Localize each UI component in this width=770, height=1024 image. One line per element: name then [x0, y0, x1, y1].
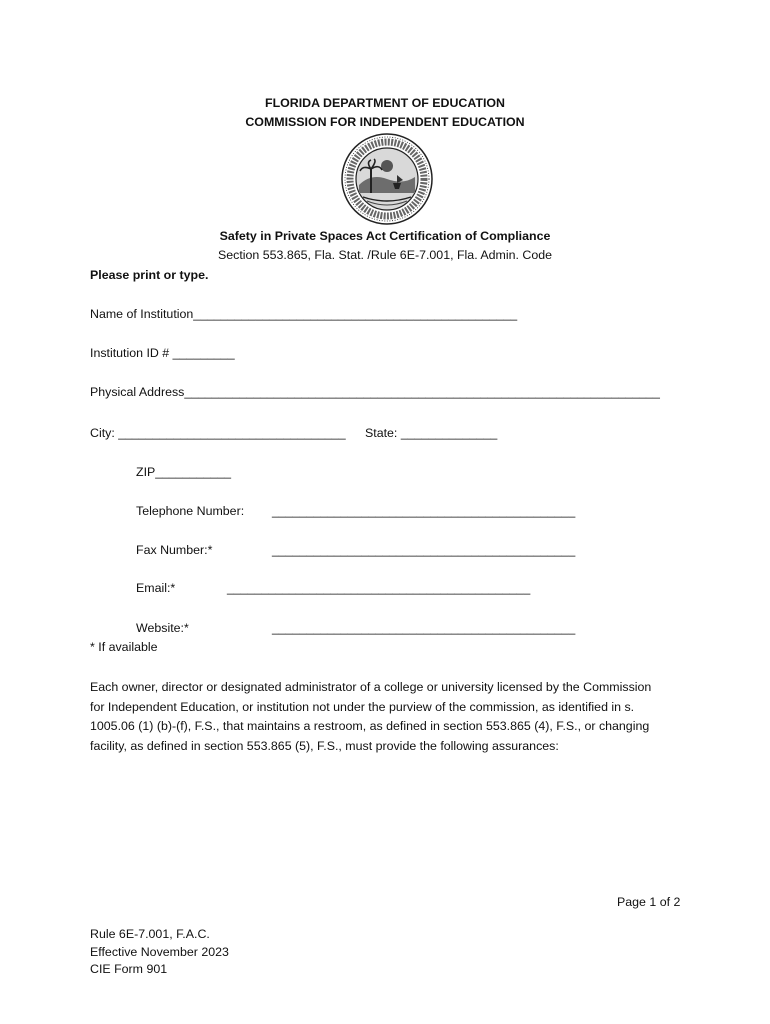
institution-id-field[interactable]: Institution ID # _________ — [90, 346, 235, 360]
florida-state-seal-icon — [341, 133, 433, 225]
email-field[interactable]: ____________________________________________ — [227, 581, 531, 595]
print-instruction: Please print or type. — [90, 268, 209, 282]
state-field[interactable]: State: ______________ — [365, 426, 498, 440]
footer-form-id: CIE Form 901 — [90, 962, 168, 977]
assurances-paragraph — [90, 678, 690, 756]
footer — [90, 926, 229, 979]
paragraph-line: facility, as defined in section 553.865 (5), F.S., must provide the following assurances: — [90, 738, 559, 753]
city-field[interactable]: City: _________________________________ — [90, 426, 346, 440]
footer-rule: Rule 6E-7.001, F.A.C. — [90, 927, 210, 941]
commission-heading: COMMISSION FOR INDEPENDENT EDUCATION — [245, 115, 525, 129]
name-of-institution-field[interactable]: Name of Institution_______________________________________________ — [90, 307, 518, 321]
form-citation: Section 553.865, Fla. Stat. /Rule 6E-7.001, Fla. Admin. Code — [217, 248, 553, 262]
telephone-label: Telephone Number: — [136, 504, 245, 518]
physical-address-field[interactable]: Physical Address_____________________________________________________________________ — [90, 385, 660, 399]
paragraph-line: Each owner, director or designated administrator of a college or university licensed by the Commission — [90, 680, 652, 694]
fax-label: Fax Number:* — [136, 543, 213, 557]
paragraph-line: for Independent Education, or institution not under the purview of the commission, as identified in s. — [90, 699, 635, 714]
page-number: Page 1 of 2 — [617, 895, 681, 909]
website-field[interactable]: ____________________________________________ — [272, 621, 576, 635]
email-label: Email:* — [136, 581, 176, 595]
fax-field[interactable]: ____________________________________________ — [272, 543, 576, 557]
telephone-field[interactable]: ____________________________________________ — [272, 504, 576, 518]
paragraph-line: 1005.06 (1) (b)-(f), F.S., that maintains a restroom, as defined in section 553.865 (4), F.S., or changing — [90, 719, 650, 734]
zip-field[interactable]: ZIP___________ — [136, 465, 232, 479]
form-title: Safety in Private Spaces Act Certification of Compliance — [219, 229, 551, 243]
if-available-footnote: * If available — [90, 640, 158, 654]
department-heading: FLORIDA DEPARTMENT OF EDUCATION — [265, 96, 505, 110]
footer-effective-date: Effective November 2023 — [90, 944, 229, 959]
website-label: Website:* — [136, 621, 189, 635]
